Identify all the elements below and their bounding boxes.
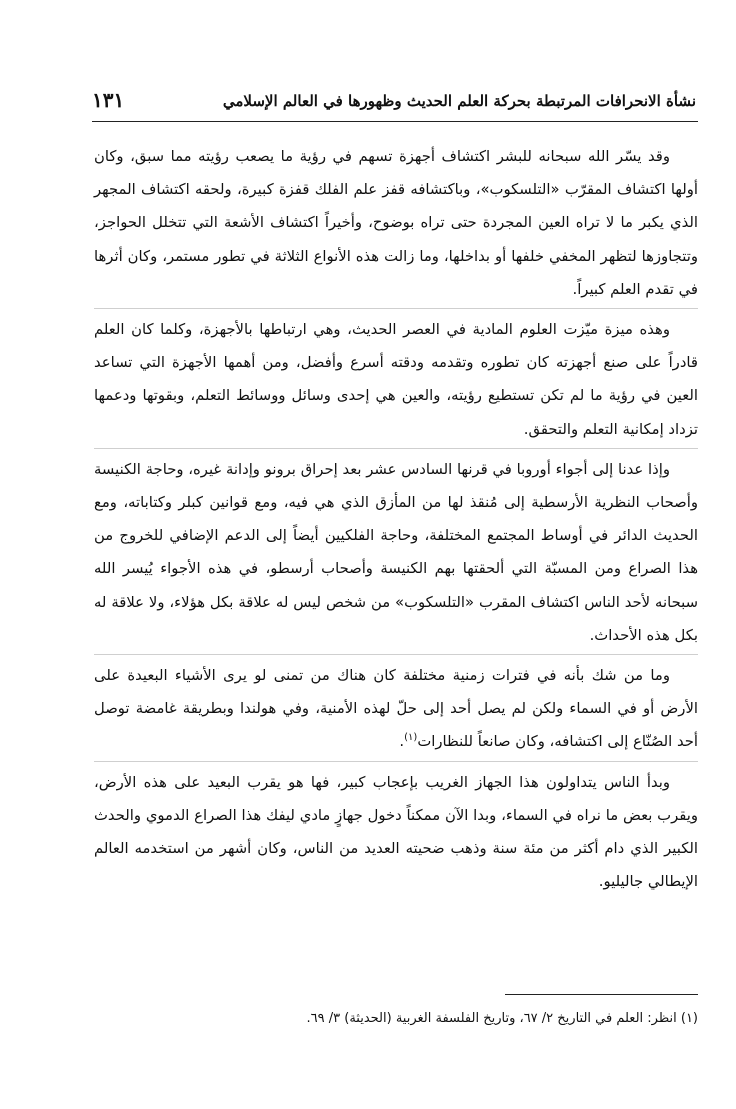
paragraph-4 — [94, 659, 698, 759]
page-number: ١٣١ — [92, 88, 125, 112]
footnote-rule — [505, 994, 698, 995]
footnote: (١) انظر: العلم في التاريخ ٢/ ٦٧، وتاريخ الفلسفة الغربية (الحديثة) ٣/ ٦٩. — [306, 1011, 698, 1026]
paragraph-4-text: وما من شك بأنه في فترات زمنية مختلفة كان هناك من تمنى لو يرى الأشياء البعيدة على الأرض أو في السماء ولكن لم يصل أحد إلى حلّ لهذه الأمنية، وفي هولندا وبطريقة غامضة توصل أحد الصُنّاع إلى اكتشافه، وكان صانعاً للنظارات — [94, 667, 698, 751]
running-header — [92, 84, 696, 120]
header-rule — [92, 121, 698, 122]
paragraph-divider — [94, 654, 698, 656]
running-header-title: نشأة الانحرافات المرتبطة بحركة العلم الحديث وظهورها في العالم الإسلامي — [222, 92, 696, 110]
paragraph-1: وقد يسّر الله سبحانه للبشر اكتشاف أجهزة تسهم في رؤية ما يصعب رؤيته مما سبق، وكان أولها اكتشاف المقرّب «التلسكوب»، وباكتشافه قفز علم الفلك قفزة كبيرة، ولحقه اكتشاف المجهر الذي يكبر ما لا تراه العين المجردة حتى تراه بوضوح، وأخيراً اكتشاف الأشعة التي تتخلل الحواجز، وتتجاوزها لتظهر المخفي خلفها أو بداخلها، وما زالت هذه الأنواع الثلاثة في تطور مستمر، وكان أثرها في تقدم العلم كبيراً. — [94, 148, 698, 298]
paragraph-3: وإذا عدنا إلى أجواء أوروبا في قرنها السادس عشر بعد إحراق برونو وإدانة غيره، وحاجة الكنيسة وأصحاب النظرية الأرسطية إلى مُنقذ لها من المأزق الذي هي فيه، ومع قوانين كبلر وكتاباته، ومع الحديث الدائر في أوساط المجتمع المختلفة، وحاجة الفلكيين أيضاً إلى الدعم الإضافي للخروج من هذا الصراع ومن المسبّة التي ألحقتها بهم الكنيسة وأصحاب أرسطو، في هذه الأجواء يُيسر الله سبحانه لأحد الناس اكتشاف المقرب «التلسكوب» من شخص ليس له علاقة بكل هؤلاء، ولا علاقة له بكل هذه الأحداث. — [94, 460, 698, 644]
paragraph-divider — [94, 308, 698, 310]
paragraph-4-end: . — [399, 733, 405, 751]
body-text — [94, 140, 698, 898]
paragraph-5: وبدأ الناس يتداولون هذا الجهاز الغريب بإعجاب كبير، فها هو يقرب البعيد على هذه الأرض، ويقرب بعض ما نراه في السماء، وبدا الآن ممكناً دخول جهازٍ مادي ليفك هذا الصراع الدموي والحدث الكبير الذي دام أكثر من مئة سنة وذهب ضحيته العديد من الناس، وكان أشهر من استخدمه العالم الإيطالي جاليليو. — [94, 773, 698, 891]
footnote-reference: (١) — [404, 732, 418, 744]
paragraph-2: وهذه ميزة ميّزت العلوم المادية في العصر الحديث، وهي ارتباطها بالأجهزة، وكلما كان العلم قادراً على صنع أجهزته كان تطوره وتقدمه ودقته أسرع وأفضل، ومن أهمها الأجهزة التي تساعد العين في رؤية ما لم تكن تستطيع رؤيته، والعين هي إحدى وسائل ووسائط التعلم، وبقوتها ودعمها تزداد إمكانية التعلم والتحقق. — [94, 321, 698, 438]
paragraph-divider — [94, 448, 698, 450]
paragraph-divider — [94, 761, 698, 763]
